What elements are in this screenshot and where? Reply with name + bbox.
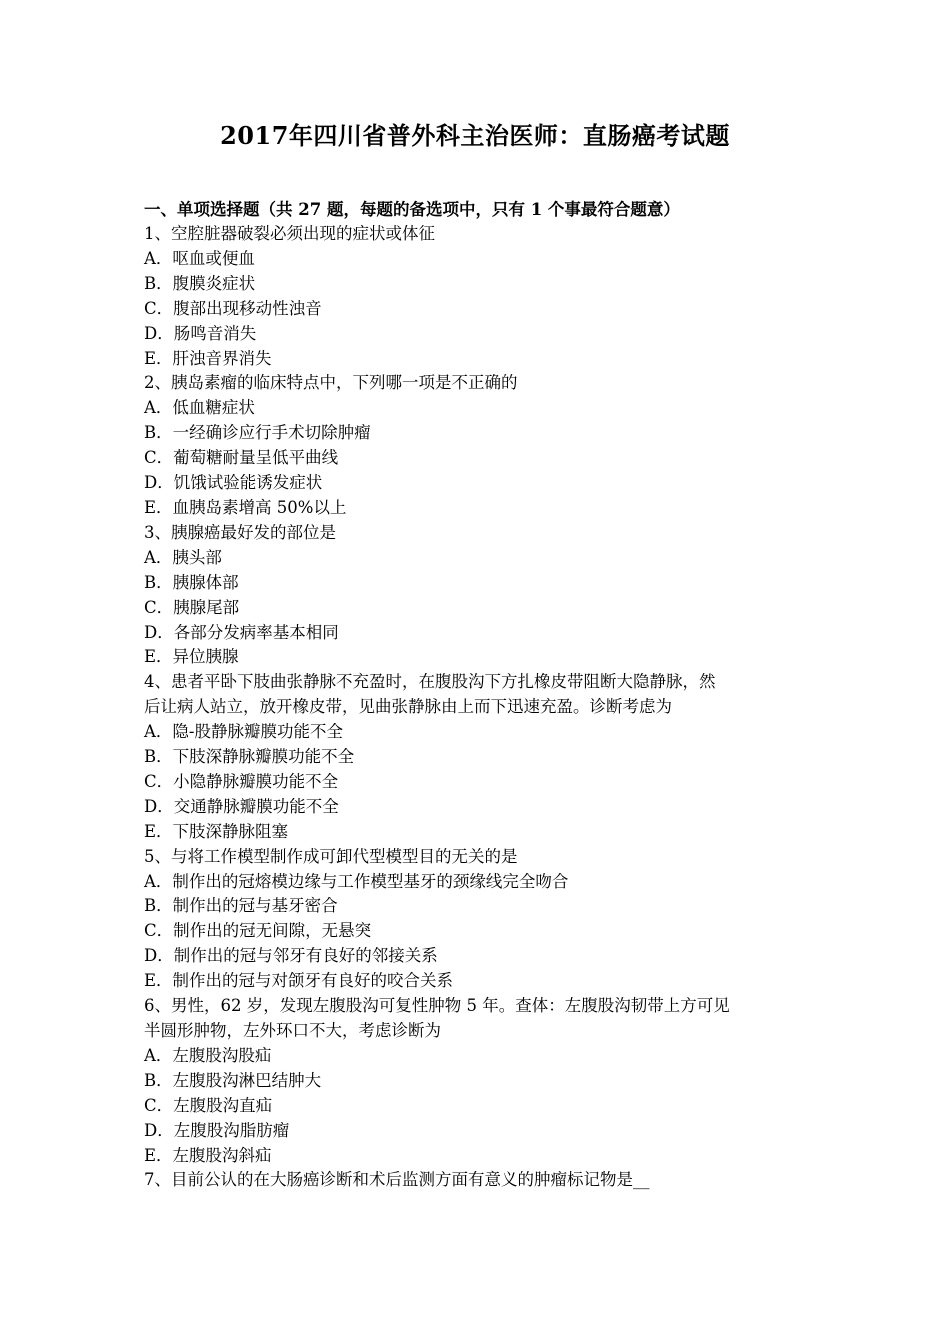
answer-option: C．左腹股沟直疝: [144, 1095, 273, 1115]
answer-option: C．胰腺尾部: [144, 597, 240, 617]
answer-option: A．呕血或便血: [144, 248, 255, 268]
answer-option: E．肝浊音界消失: [144, 348, 272, 368]
question-stem: 5、与将工作模型制作成可卸代型模型目的无关的是: [144, 846, 518, 866]
page-title: 2017年四川省普外科主治医师：直肠癌考试题: [220, 121, 730, 150]
answer-option: D．饥饿试验能诱发症状: [144, 473, 323, 493]
answer-option: B．一经确诊应行手术切除肿瘤: [144, 423, 371, 443]
answer-option: B．左腹股沟淋巴结肿大: [144, 1070, 322, 1090]
question-stem: 3、胰腺癌最好发的部位是: [144, 522, 336, 542]
answer-option: B．制作出的冠与基牙密合: [144, 896, 338, 916]
answer-option: D．肠鸣音消失: [144, 323, 257, 343]
answer-option: E．血胰岛素增高 50%以上: [144, 497, 347, 517]
answer-option: C．小隐静脉瓣膜功能不全: [144, 771, 339, 791]
answer-option: E．制作出的冠与对颌牙有良好的咬合关系: [144, 971, 454, 991]
answer-option: B．胰腺体部: [144, 572, 239, 592]
answer-option: A．制作出的冠熔模边缘与工作模型基牙的颈缘线完全吻合: [144, 871, 569, 891]
answer-option: E．下肢深静脉阻塞: [144, 821, 289, 841]
question-stem-continued: 后让病人站立，放开橡皮带，见曲张静脉由上而下迅速充盈。诊断考虑为: [144, 697, 672, 717]
question-stem-continued: 半圆形肿物，左外环口不大，考虑诊断为: [144, 1021, 441, 1040]
section-header: 一、单项选择题（共 27 题，每题的备选项中，只有 1 个事最符合题意）: [144, 200, 680, 219]
answer-option: A．隐-股静脉瓣膜功能不全: [144, 722, 343, 742]
answer-option: B．下肢深静脉瓣膜功能不全: [144, 747, 355, 767]
answer-option: B．腹膜炎症状: [144, 273, 256, 293]
exam-content: [144, 197, 814, 1193]
question-stem: 1、空腔脏器破裂必须出现的症状或体征: [144, 224, 435, 243]
answer-option: D．各部分发病率基本相同: [144, 622, 339, 642]
answer-option: D．交通静脉瓣膜功能不全: [144, 796, 339, 816]
answer-option: A．低血糖症状: [144, 398, 255, 418]
answer-option: C．制作出的冠无间隙，无悬突: [144, 921, 372, 941]
question-stem: 6、男性，62 岁，发现左腹股沟可复性肿物 5 年。查体：左腹股沟韧带上方可见: [144, 996, 730, 1016]
answer-option: A．胰头部: [144, 547, 222, 567]
question-stem: 2、胰岛素瘤的临床特点中，下列哪一项是不正确的: [144, 373, 518, 393]
answer-option: D．制作出的冠与邻牙有良好的邻接关系: [144, 946, 438, 966]
question-stem: 7、目前公认的在大肠癌诊断和术后监测方面有意义的肿瘤标记物是__: [144, 1170, 650, 1190]
answer-option: E．异位胰腺: [144, 647, 239, 667]
question-stem: 4、患者平卧下肢曲张静脉不充盈时，在腹股沟下方扎橡皮带阻断大隐静脉，然: [144, 672, 716, 692]
answer-option: C．腹部出现移动性浊音: [144, 298, 322, 318]
answer-option: A．左腹股沟股疝: [144, 1045, 272, 1065]
answer-option: D．左腹股沟脂肪瘤: [144, 1120, 290, 1140]
answer-option: E．左腹股沟斜疝: [144, 1145, 272, 1165]
answer-option: C．葡萄糖耐量呈低平曲线: [144, 448, 339, 468]
